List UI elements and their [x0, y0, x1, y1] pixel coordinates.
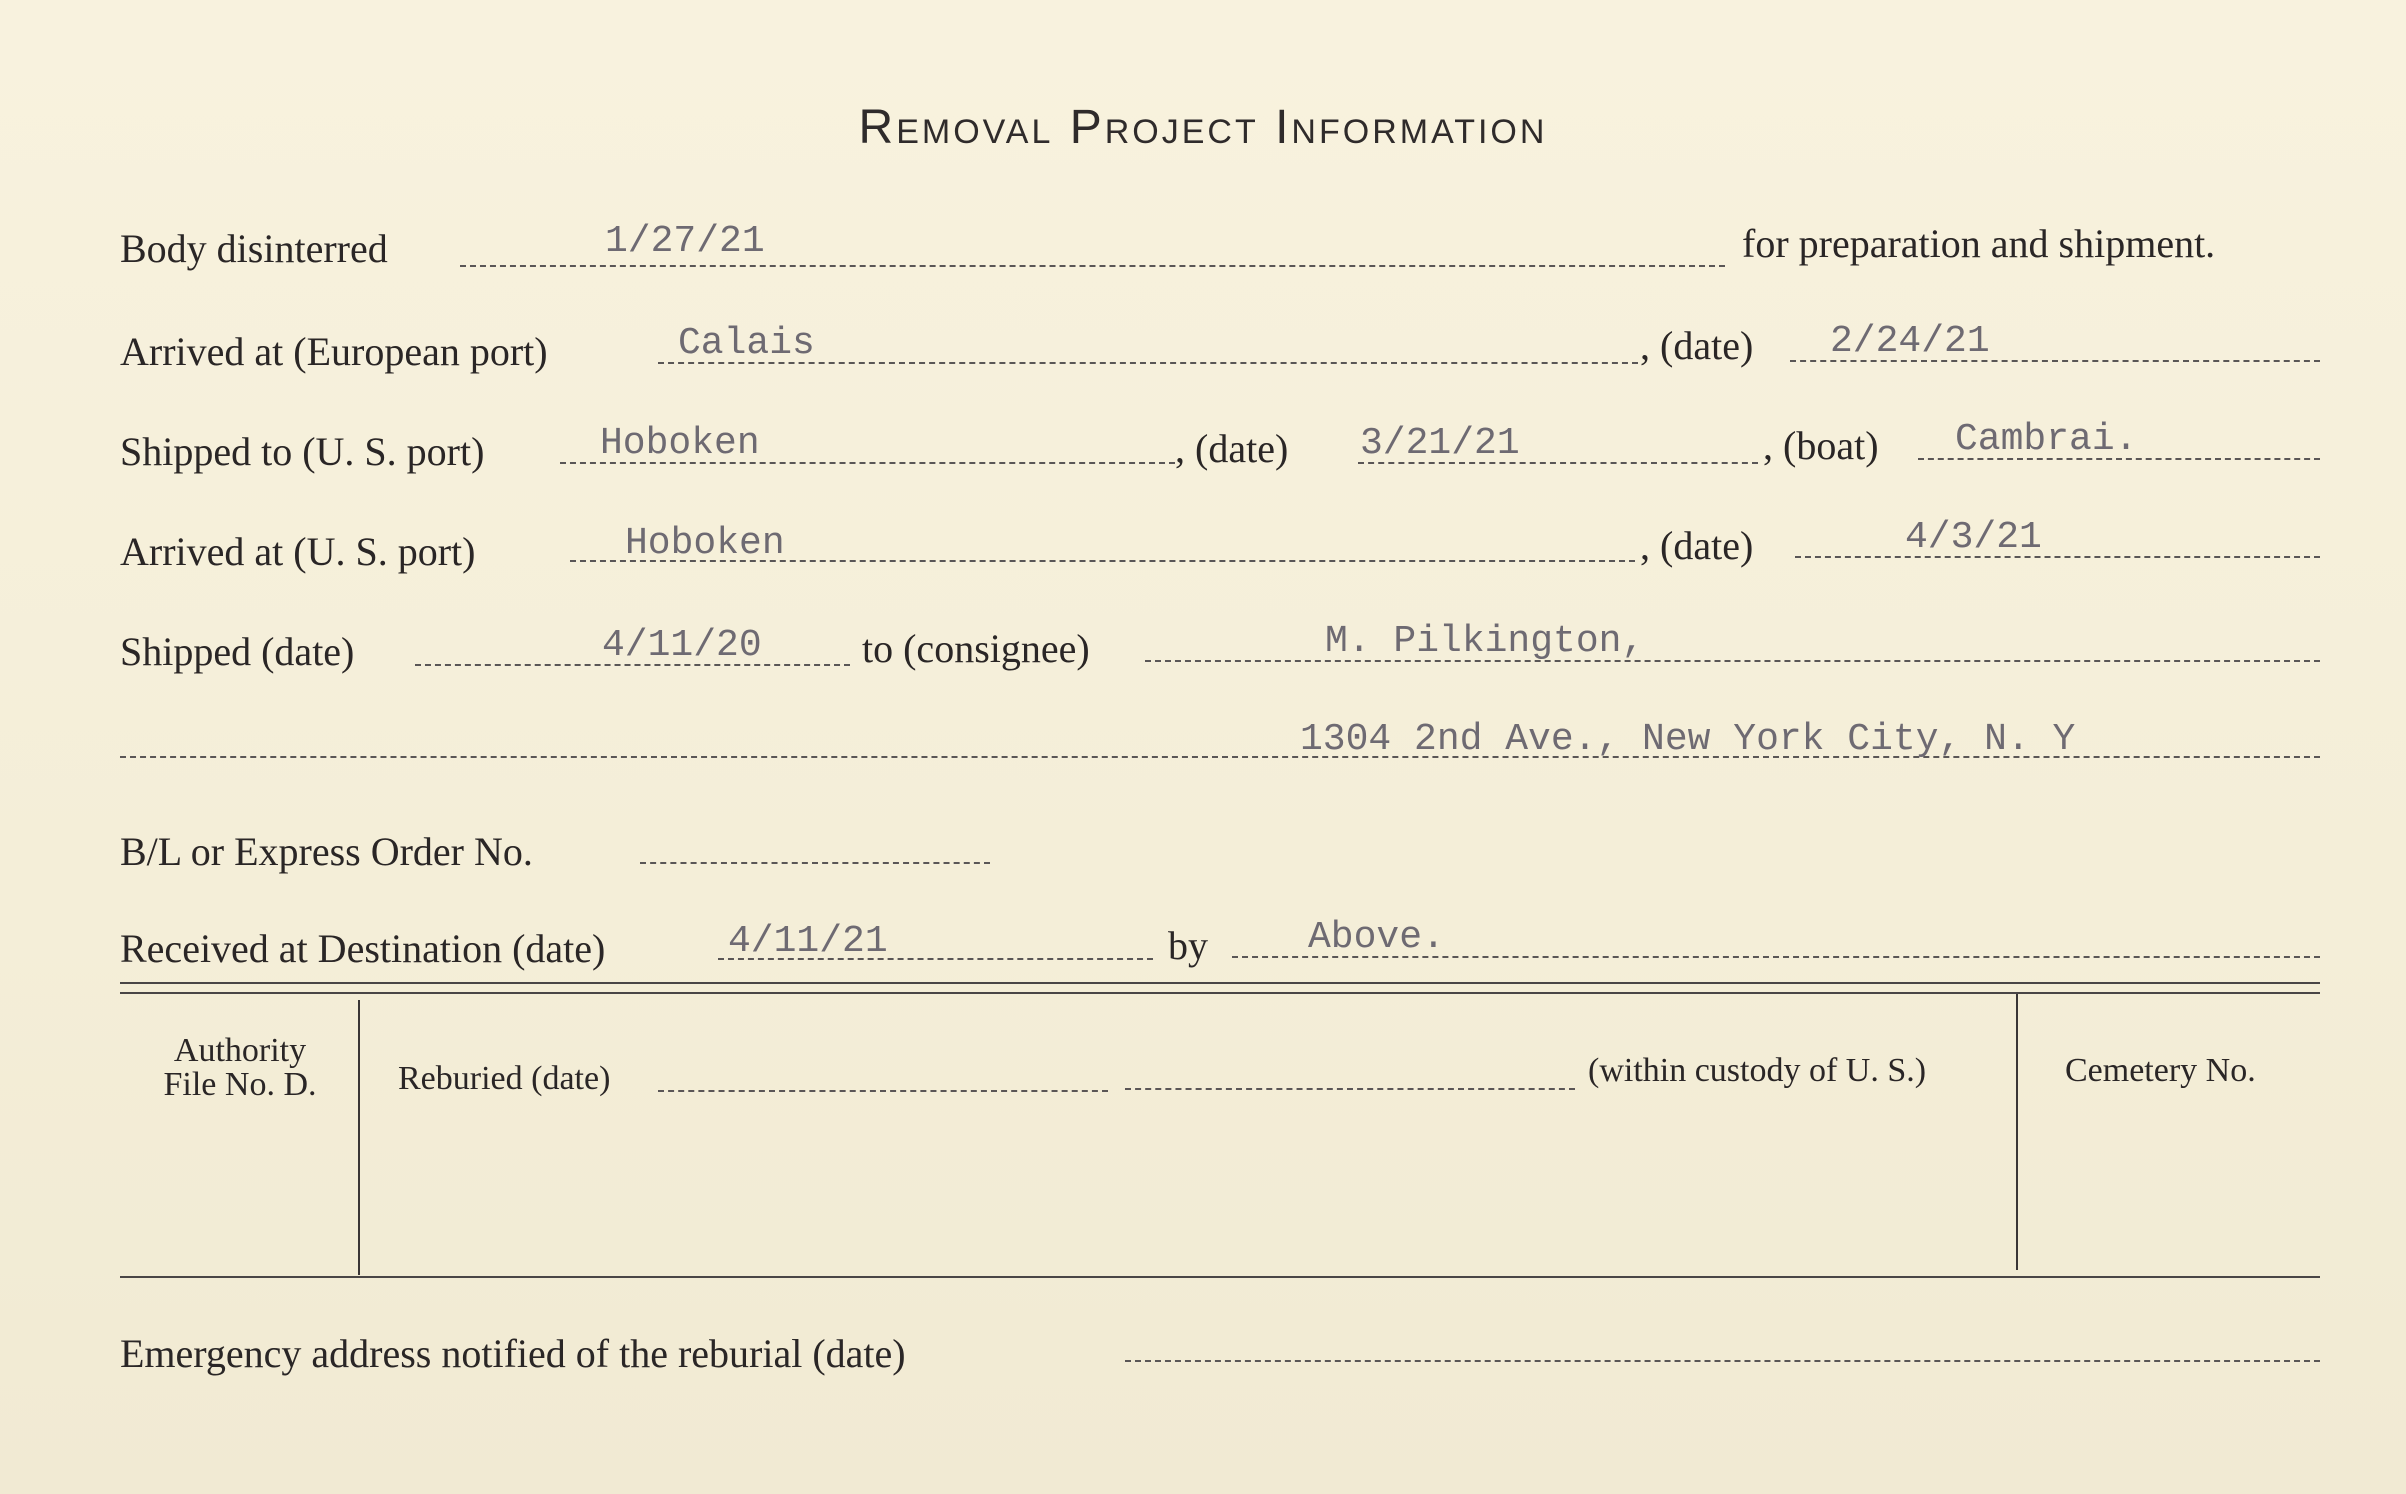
page-title: Removal Project Information [858, 101, 1548, 154]
table-divider-right [2016, 994, 2018, 1270]
arrived-european-date: 2/24/21 [1830, 320, 1990, 363]
custody-label: (within custody of U. S.) [1588, 1052, 1927, 1089]
consignee-value: M. Pilkington, [1325, 620, 1645, 663]
shipped-us-date: 3/21/21 [1360, 422, 1520, 465]
body-disinterred-value: 1/27/21 [605, 220, 765, 263]
shipped-date-value: 4/11/20 [602, 624, 762, 667]
arrived-us-label: Arrived at (U. S. port) [120, 529, 476, 574]
emergency-line [1125, 1360, 2320, 1362]
shipped-us-boat-label: , (boat) [1763, 423, 1879, 468]
consignee-address: 1304 2nd Ave., New York City, N. Y [1300, 718, 2076, 761]
table-divider-left [358, 1000, 360, 1275]
arrived-european-date-label: , (date) [1640, 323, 1754, 368]
received-by-label: by [1168, 923, 1208, 968]
shipped-us-date-label: , (date) [1175, 426, 1289, 471]
arrived-us-date: 4/3/21 [1905, 516, 2042, 559]
received-date: 4/11/21 [728, 920, 888, 963]
reburied-line-2 [1125, 1088, 1575, 1090]
bl-line [640, 862, 990, 864]
shipped-us-port: Hoboken [600, 422, 760, 465]
body-disinterred-line [460, 265, 1725, 267]
body-disinterred-label: Body disinterred [120, 226, 388, 271]
shipped-us-boat: Cambrai. [1955, 418, 2138, 461]
received-by-value: Above. [1308, 916, 1445, 959]
bl-label: B/L or Express Order No. [120, 829, 533, 874]
reburied-label: Reburied (date) [398, 1060, 611, 1097]
arrived-us-date-line [1795, 556, 2320, 558]
table-bottom-rule [120, 1276, 2320, 1278]
consignee-line [1145, 660, 2320, 662]
arrived-european-port: Calais [678, 322, 815, 365]
double-rule-bottom [120, 992, 2320, 994]
cemetery-label: Cemetery No. [2065, 1052, 2256, 1089]
shipped-date-label: Shipped (date) [120, 629, 355, 674]
received-label: Received at Destination (date) [120, 926, 606, 971]
reburied-line-1 [658, 1090, 1108, 1092]
double-rule-top [120, 982, 2320, 984]
authority-label-2: File No. D. [163, 1066, 317, 1103]
consignee-label: to (consignee) [862, 626, 1090, 671]
arrived-us-date-label: , (date) [1640, 523, 1754, 568]
arrived-european-label: Arrived at (European port) [120, 329, 548, 374]
body-disinterred-suffix: for preparation and shipment. [1742, 221, 2216, 266]
authority-label-1: Authority [173, 1032, 307, 1069]
emergency-label: Emergency address notified of the reburial (date) [120, 1331, 906, 1376]
arrived-us-port: Hoboken [625, 522, 785, 565]
shipped-us-label: Shipped to (U. S. port) [120, 429, 485, 474]
